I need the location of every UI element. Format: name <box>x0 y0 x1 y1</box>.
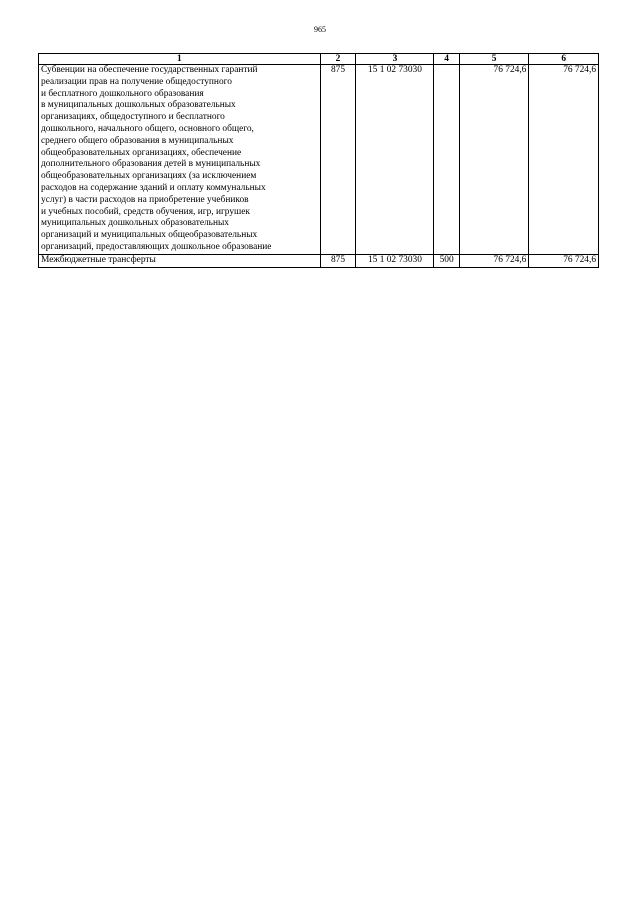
row-expense-type <box>434 65 459 255</box>
header-cell-2: 2 <box>320 54 356 65</box>
row-amount-col6: 76 724,6 <box>529 254 599 267</box>
header-cell-3: 3 <box>356 54 434 65</box>
header-cell-1: 1 <box>39 54 321 65</box>
header-cell-5: 5 <box>459 54 529 65</box>
row-amount-col6: 76 724,6 <box>529 65 599 255</box>
row-amount-col5: 76 724,6 <box>459 65 529 255</box>
row-target-article: 15 1 02 73030 <box>356 65 434 255</box>
budget-table <box>38 53 599 268</box>
row-name: Субвенции на обеспечение государственных гарантий реализации прав на получение общедоступного и бесплатного дошкольного образования в муниципальных дошкольных образовательных организациях, общедоступного и бесплатного дошкольного, начального общего, основного общего, среднего общего образования в муниципальных общеобразовательных организациях, обеспечение дополнительного образования детей в муниципальных общеобразовательных организациях (за исключением расходов на содержание зданий и оплату коммунальных услуг) в части расходов на приобретение учебников и учебных пособий, средств обучения, игр, игрушек муниципальных дошкольных образовательных организаций и муниципальных общеобразовательных организаций, предоставляющих дошкольное образование <box>39 65 321 255</box>
header-cell-6: 6 <box>529 54 599 65</box>
table-row <box>39 254 599 267</box>
row-amount-col5: 76 724,6 <box>459 254 529 267</box>
page-number: 965 <box>314 25 326 34</box>
table-row <box>39 65 599 255</box>
table-header-row <box>39 54 599 65</box>
row-admin-code: 875 <box>320 254 356 267</box>
row-expense-type: 500 <box>434 254 459 267</box>
row-admin-code: 875 <box>320 65 356 255</box>
row-name: Межбюджетные трансферты <box>39 254 321 267</box>
row-target-article: 15 1 02 73030 <box>356 254 434 267</box>
header-cell-4: 4 <box>434 54 459 65</box>
